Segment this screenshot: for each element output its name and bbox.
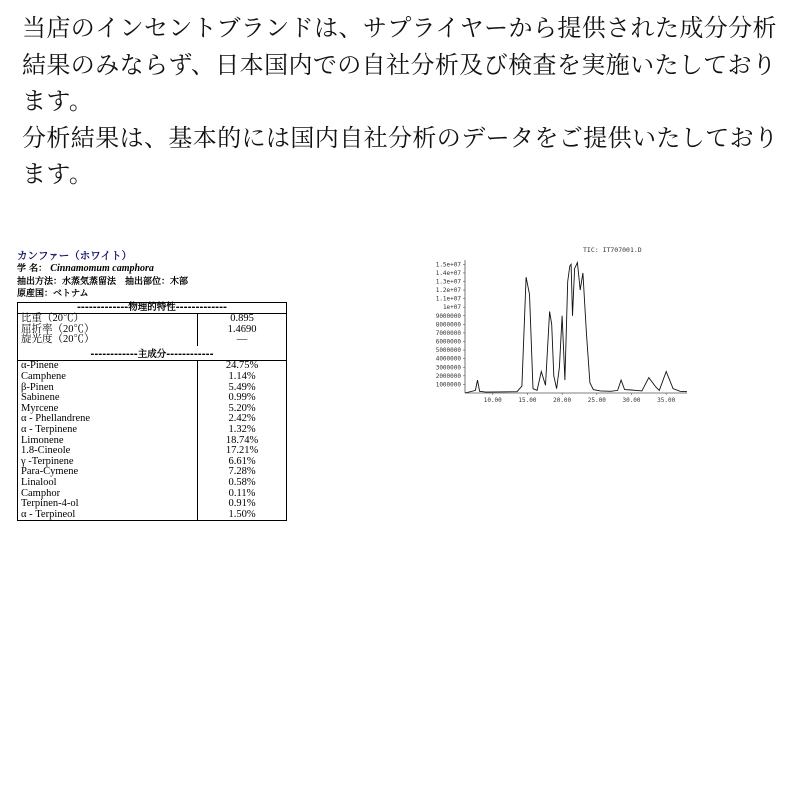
chromatogram-title: TIC: IT707001.D (583, 246, 642, 254)
y-tick-label: 1.2e+07 (435, 287, 461, 295)
physical-property-name: 比重（20℃） (21, 313, 84, 325)
components-header (18, 350, 287, 361)
component-value: 0.11% (198, 489, 287, 500)
y-tick-label: 8000000 (435, 321, 461, 329)
component-name: α - Terpinene (21, 424, 78, 436)
y-tick-label: 1.3e+07 (435, 278, 461, 286)
x-tick-label: 30.00 (622, 397, 641, 404)
component-row (18, 478, 287, 489)
y-tick-label: 3000000 (435, 364, 461, 372)
component-value: 7.28% (198, 467, 287, 478)
component-name: Linalool (21, 477, 57, 488)
component-name: γ -Terpinene (21, 455, 74, 467)
intro-paragraph-1: 当店のインセントブランドは、サプライヤーから提供された成分分析結果のみならず、日本国内での自社分析及び検査を実施いたしております。 (22, 14, 777, 115)
physical-property-value: 0.895 (198, 314, 287, 325)
component-name: Camphene (21, 371, 66, 383)
spec-table (17, 302, 287, 522)
x-tick-label: 35.00 (657, 397, 676, 404)
intro-text (22, 10, 782, 193)
physical-property-row (18, 335, 287, 346)
spec-title: カンファー（ホワイト） (17, 250, 132, 262)
component-name: α - Phellandrene (21, 413, 91, 425)
component-name: α - Terpineol (21, 508, 76, 520)
chromatogram (415, 240, 695, 410)
component-name: Terpinen-4-ol (21, 498, 79, 510)
y-tick-label: 1.1e+07 (435, 295, 461, 303)
component-value: 24.75% (198, 361, 287, 372)
component-name: Myrcene (21, 402, 59, 414)
component-value: 1.50% (198, 510, 287, 521)
spec-sheet (17, 250, 287, 521)
component-name: α-Pinene (21, 360, 59, 372)
intro-paragraph-2: 分析結果は、基本的には国内自社分析のデータをご提供いたしております。 (22, 123, 779, 188)
component-name: 1.8-Cineole (21, 445, 71, 457)
sci-name-label: 学 名： (17, 264, 48, 274)
component-name: Para-Cymene (21, 466, 79, 478)
component-value: 17.21% (198, 446, 287, 457)
component-value: 2.42% (198, 414, 287, 425)
component-row (18, 510, 287, 521)
component-value: 0.99% (198, 393, 287, 404)
physical-properties-header-label: -------------物理的特性------------- (18, 302, 287, 314)
component-name: Limonene (21, 434, 64, 446)
physical-properties-header (18, 302, 287, 314)
component-value: 5.49% (198, 383, 287, 394)
y-tick-label: 1.5e+07 (435, 261, 461, 269)
component-value: 5.20% (198, 404, 287, 415)
component-name: β-Pinen (21, 381, 54, 393)
y-tick-label: 2000000 (435, 372, 461, 380)
spec-scientific-name (17, 263, 287, 276)
sci-name-value: Cinnamomum camphora (50, 263, 154, 274)
y-tick-label: 7000000 (435, 329, 461, 337)
component-name: Sabinene (21, 392, 60, 404)
spec-origin: 原産国：ベトナム (17, 289, 89, 299)
y-tick-label: 5000000 (435, 347, 461, 355)
y-tick-label: 9000000 (435, 312, 461, 320)
component-value: 1.32% (198, 425, 287, 436)
tic-trace (465, 263, 687, 393)
x-tick-label: 10.00 (483, 397, 502, 404)
x-tick-label: 20.00 (553, 397, 572, 404)
spec-table-body (18, 302, 287, 521)
chromatogram-plot (415, 240, 695, 410)
x-tick-label: 15.00 (518, 397, 537, 404)
y-tick-label: 1000000 (435, 381, 461, 389)
component-value: 6.61% (198, 457, 287, 468)
physical-property-name: 旋光度（20℃） (21, 334, 95, 346)
component-value: 0.91% (198, 499, 287, 510)
component-name: Camphor (21, 487, 61, 499)
spec-method: 抽出方法：水蒸気蒸留法 抽出部位：木部 (17, 276, 189, 287)
component-value: 0.58% (198, 478, 287, 489)
y-tick-label: 1.4e+07 (435, 269, 461, 277)
physical-property-value: 1.4690 (198, 325, 287, 336)
y-tick-label: 6000000 (435, 338, 461, 346)
y-tick-label: 1e+07 (442, 304, 461, 312)
component-value: 1.14% (198, 372, 287, 383)
components-header-label: ------------主成分------------ (18, 350, 287, 361)
physical-property-value: — (198, 335, 287, 346)
physical-property-name: 屈折率（20℃） (21, 323, 95, 335)
y-tick-label: 4000000 (435, 355, 461, 363)
component-value: 18.74% (198, 436, 287, 447)
x-tick-label: 25.00 (587, 397, 606, 404)
